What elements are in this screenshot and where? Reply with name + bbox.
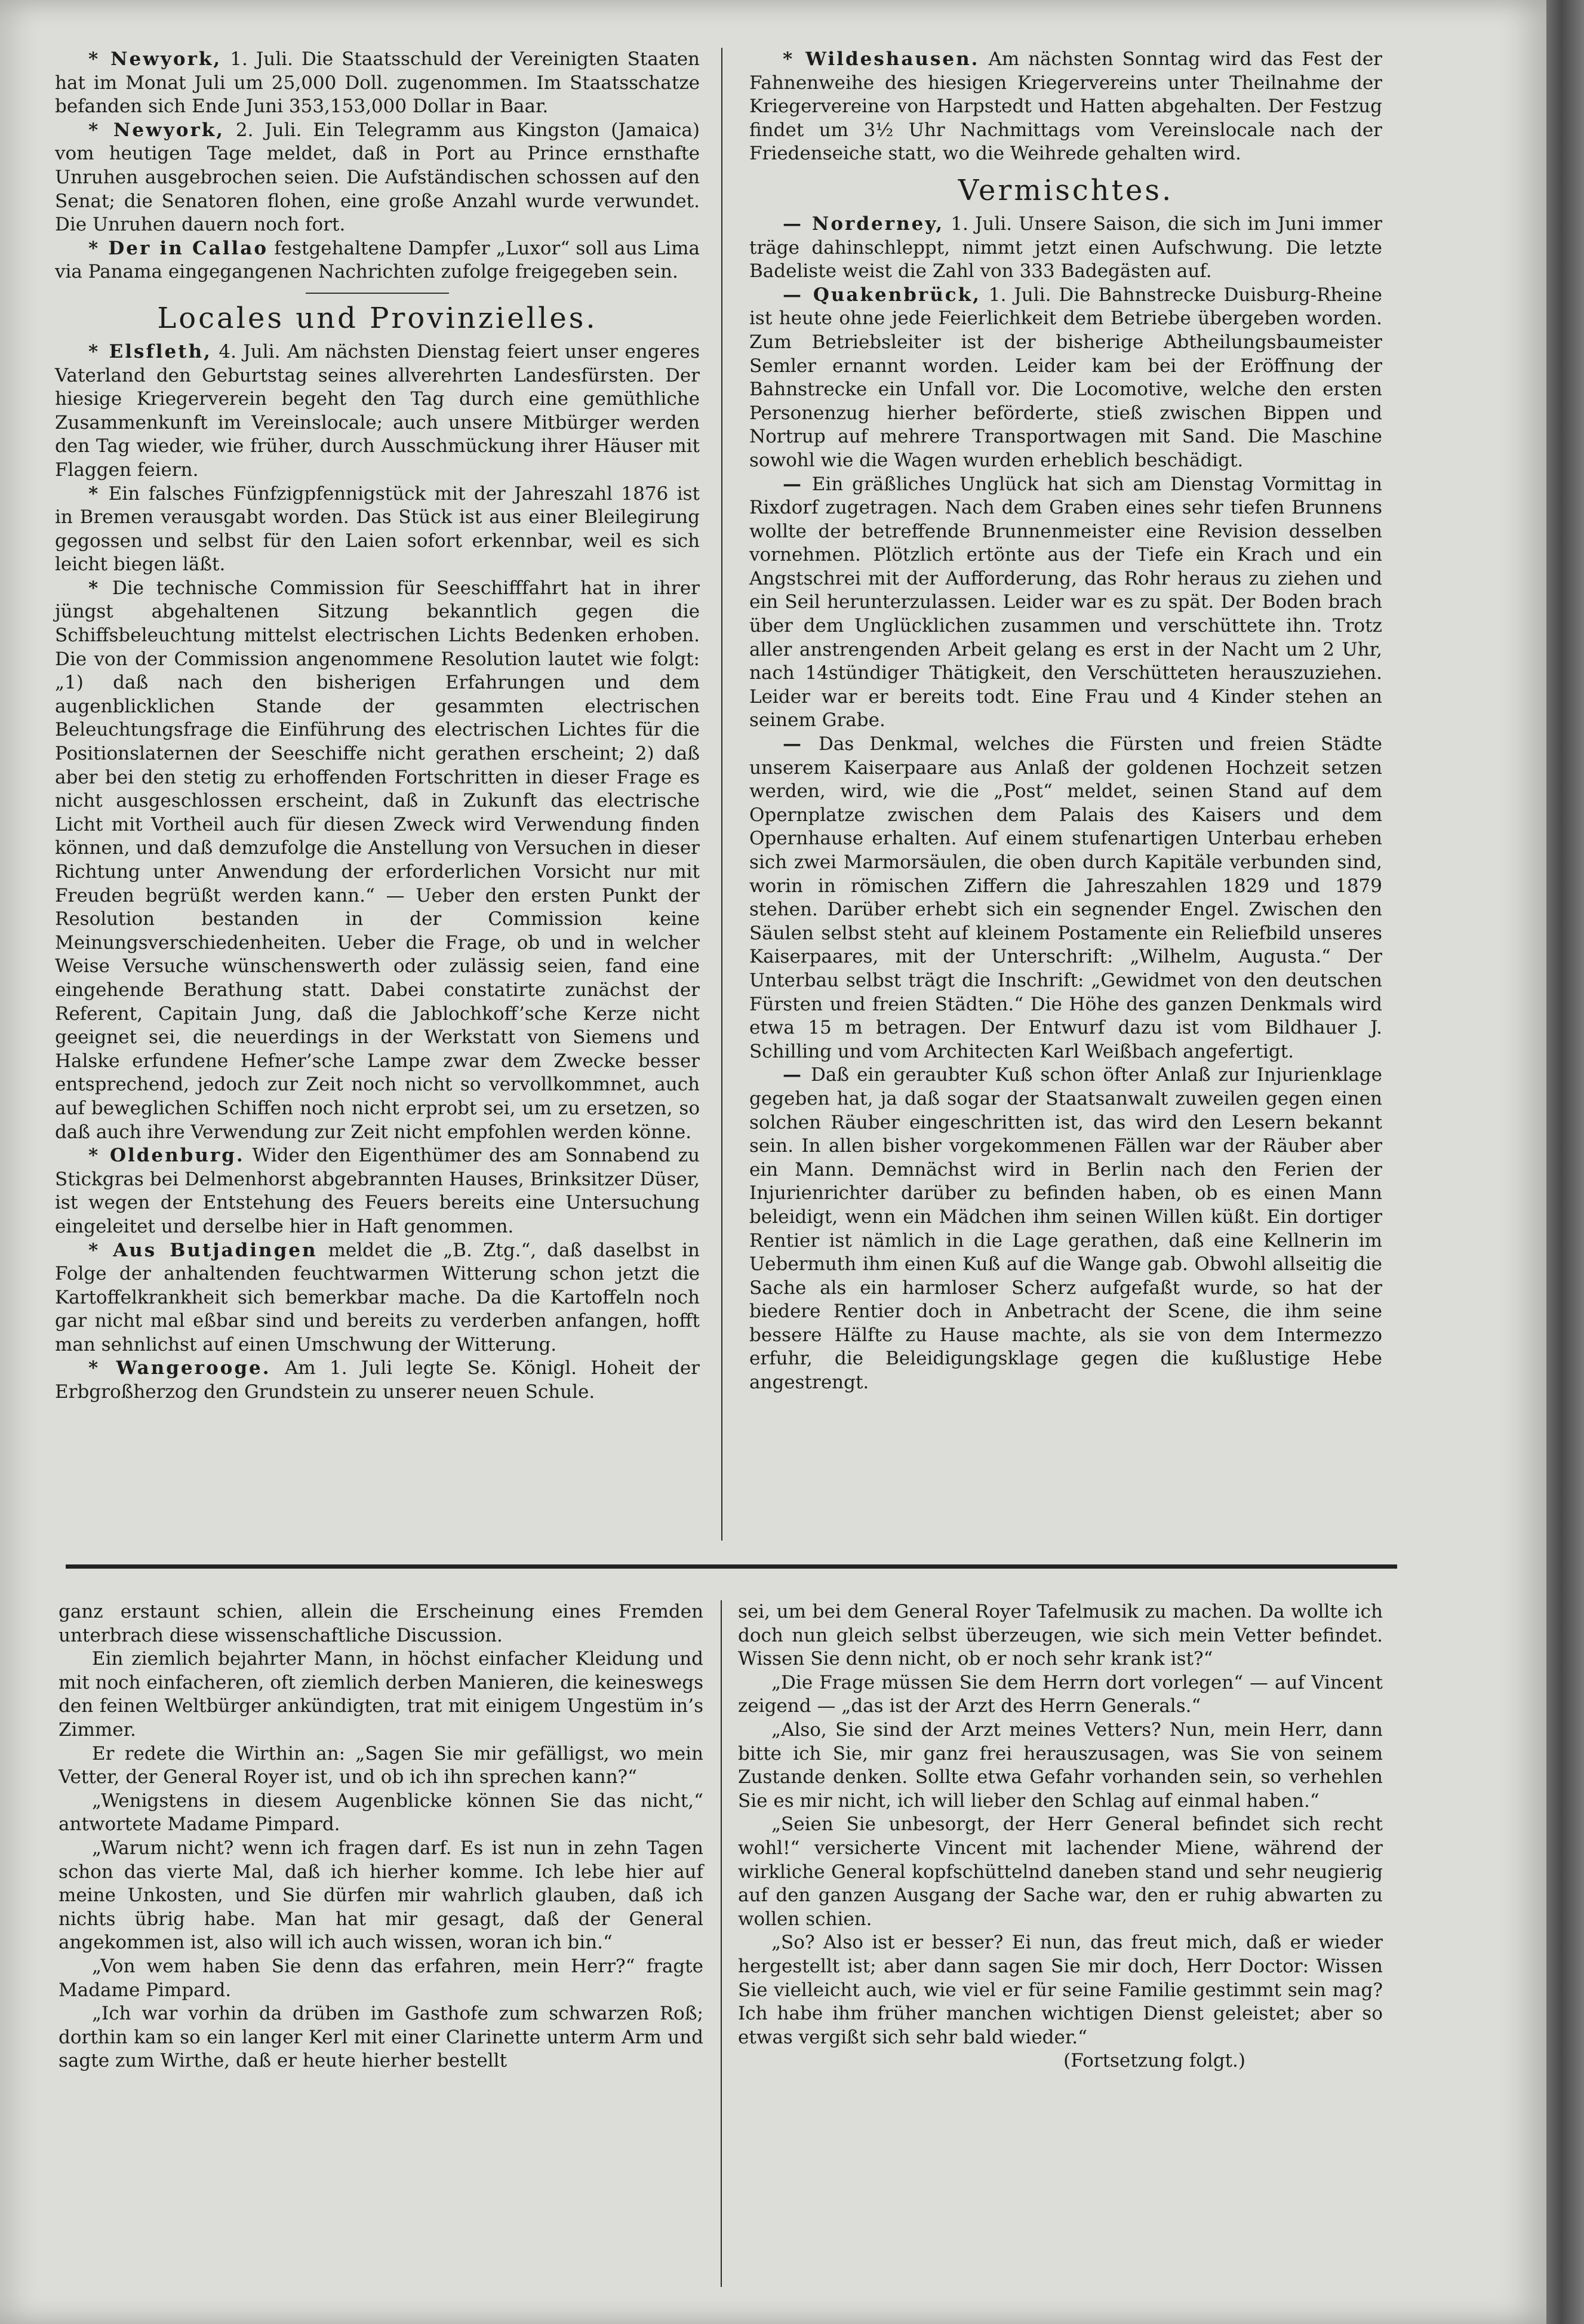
feuilleton-paragraph: „Ich war vorhin da drüben im Gasthofe zum schwarzen Roß; dorthin kam so ein langer Kerl mit einer Clarinette unterm Arm und sagte zum Wirthe, daß er heute hierher bestellt [59,2003,703,2072]
feuilleton-paragraph: „Seien Sie unbesorgt, der Herr General befindet sich recht wohl!“ versicherte Vincent mit lachender Miene, während der wirkliche General kopfschüttelnd daneben stand und sehr neugierig auf den ganzen Ausgang der Sache war, den er ruhig abwarten zu wollen schien. [738,1813,1383,1930]
article-dateline: * Wildeshausen. [783,48,980,70]
article-dateline: — Quakenbrück, [783,284,981,306]
article-paragraph [55,577,700,1144]
article-dateline: — [783,733,803,755]
article-body: meldet die „B. Ztg.“, daß daselbst in Folge der anhaltenden feuchtwarmen Witterung schon jetzt die Kartoffelkrankheit sich bemerkbar mache. Da die Kartoffeln noch gar nicht mal eßbar sind und bereits zu verderben anfangen, hofft man sehnlichst auf einen Umschwung der Witterung. [55,1239,700,1355]
article-dateline: — [783,1064,803,1086]
article-dateline: * Aus Butjadingen [88,1239,318,1261]
article-paragraph [749,1063,1382,1394]
page-edge [1546,0,1584,2324]
feuilleton-paragraph: „Wenigstens in diesem Augenblicke können Sie das nicht,“ antwortete Madame Pimpard. [59,1790,703,1836]
feuilleton-paragraph: „So? Also ist er besser? Ei nun, das freut mich, daß er wieder hergestellt ist; aber dann sagen Sie mir doch, Herr Doctor: Wissen Sie vielleicht auch, wie viel er für seine Familie gestimmt sein mag? Ich habe ihm früher manchen wichtigen Dienst geleistet; aber so etwas vergißt sich sehr bald wieder.“ [738,1932,1383,2048]
article-dateline: * Elsfleth, [88,340,212,362]
article-body: Ein falsches Fünfzigpfennigstück mit der Jahreszahl 1876 ist in Bremen verausgabt worden. Das Stück ist aus einer Bleilegirung gegossen und selbst für den Laien sofort erkennbar, weil es sich leicht biegen läßt. [55,482,700,576]
feuilleton-right [738,1600,1383,2073]
feuilleton-rule [66,1564,1397,1569]
feuilleton-left [59,1600,703,2073]
article-dateline: * Der in Callao [88,237,269,259]
column-divider [721,48,722,1541]
article-paragraph [55,119,700,237]
article-dateline: * [88,577,100,599]
article-dateline: — [783,473,803,495]
article-body: Wider den Eigenthümer des am Sonnabend zu Stickgras bei Delmenhorst abgebrannten Hauses, Brinksitzer Düser, ist wegen der Entstehung des Feuers bereits eine Untersuchung eingeleitet und derselbe hier in Haft genommen. [55,1145,700,1237]
article-paragraph [55,340,700,482]
article-paragraph [55,1239,700,1357]
article-body: 4. Juli. Am nächsten Dienstag feiert unser engeres Vaterland den Geburtstag seines allverehrten Landesfürsten. Der hiesige Kriegerverein begeht den Tag durch eine gemüthliche Zusammenkunft im Vereinslocale; auch unsere Mitbürger werden den Tag wieder, wie früher, durch Ausschmückung ihrer Häuser mit Flaggen feiern. [55,340,700,481]
article-dateline: * Wangerooge. [88,1357,271,1379]
article-paragraph [749,213,1382,284]
article-paragraph [749,48,1382,166]
feuilleton-paragraph: sei, um bei dem General Royer Tafelmusik zu machen. Da wollte ich doch nun gleich selbst überzeugen, wie sich mein Vetter befindet. Wissen Sie denn nicht, ob er noch sehr krank ist?“ [738,1601,1383,1670]
article-body: Ein gräßliches Unglück hat sich am Dienstag Vormittag in Rixdorf zugetragen. Nach dem Graben eines sehr tiefen Brunnens wollte der betreffende Brunnenmeister eine Revision desselben vornehmen. Plötzlich ertönte aus der Tiefe ein Krach und ein Angstschrei mit der Aufforderung, das Rohr heraus zu ziehen und ein Seil herunterzulassen. Leider war es zu spät. Der Boden brach über dem Unglücklichen zusammen und verschüttete ihn. Trotz aller anstrengenden Arbeit gelang es erst in der Nacht um 2 Uhr, nach 14stündiger Thätigkeit, den Verschütteten herauszuziehen. Leider war er bereits todt. Eine Frau und 4 Kinder stehen an seinem Grabe. [749,473,1382,731]
article-paragraph [749,284,1382,473]
feuilleton-paragraph: Ein ziemlich bejahrter Mann, in höchst einfacher Kleidung und mit noch einfacheren, oft ziemlich derben Manieren, die keineswegs den feinen Weltbürger ankündigten, trat mit einigem Ungestüm in’s Zimmer. [59,1648,703,1741]
article-dateline: * Newyork, [88,119,225,141]
feuilleton-paragraph: „Die Frage müssen Sie dem Herrn dort vorlegen“ — auf Vincent zeigend — „das ist der Arzt des Herrn Generals.“ [738,1671,1383,1717]
feuilleton-paragraph: Er redete die Wirthin an: „Sagen Sie mir gefälligst, wo mein Vetter, der General Royer ist, und ob ich ihn sprechen kann?“ [59,1742,703,1788]
article-paragraph [55,237,700,284]
section-title-locales: Locales und Provinzielles. [157,301,598,335]
foreign-news [55,48,700,284]
section-title-vermischtes: Vermischtes. [958,173,1174,207]
feuilleton-paragraph: „Von wem haben Sie denn das erfahren, mein Herr?“ fragte Madame Pimpard. [59,1955,703,2001]
feuilleton-paragraph: „Also, Sie sind der Arzt meines Vetters? Nun, mein Herr, dann bitte ich Sie, mir ganz frei herauszusagen, was Sie von seinem Zustande denken. Sollte etwa Gefahr vorhanden sein, so verhehlen Sie es mir nicht, ich will lieber den Schlag auf einmal haben.“ [738,1719,1383,1812]
article-paragraph [749,473,1382,733]
article-body: 1. Juli. Unsere Saison, die sich im Juni immer träge dahinschleppt, nimmt jetzt einen Aufschwung. Die letzte Badeliste weist die Zahl von 333 Badegästen auf. [749,213,1382,282]
miscellaneous-news [749,213,1382,1395]
article-body: Die technische Commission für Seeschifffahrt hat in ihrer jüngst abgehaltenen Sitzung bekanntlich gegen die Schiffsbeleuchtung mittelst electrischen Lichts Bedenken erhoben. Die von der Commission angenommene Resolution lautet wie folgt: „1) daß nach den bisherigen Erfahrungen und dem augenblicklichen Stande der gesammten electrischen Beleuchtungsfrage die Einführung des electrischen Lichtes für die Positionslaternen der Seeschiffe nicht gerathen erscheint; 2) daß aber bei den stetig zu erhoffenden Fortschritten in dieser Frage es nicht ausgeschlossen erscheint, daß in Zukunft das electrische Licht mit Vortheil auch für diesen Zweck wird Verwendung finden können, und daß demzufolge die Anstellung von Versuchen in dieser Richtung unter Anwendung der erforderlichen Vorsicht nur mit Freuden begrüßt werden kann.“ — Ueber den ersten Punkt der Resolution bestanden in der Commission keine Meinungsverschiedenheiten. Ueber die Frage, ob und in welcher Weise Versuche wünschenswerth oder zulässig seien, fand eine eingehende Berathung statt. Dabei constatirte zunächst der Referent, Capitain Jung, daß die Jablochkoff’sche Kerze nicht geeignet sei, die neuerdings in der Werkstatt von Siemens und Halske erfundene Hefner’sche Lampe zwar dem Zwecke besser entsprechend, jedoch zur Zeit noch nicht so vervollkommnet, auch auf beweglichen Schiffen noch nicht erprobt sei, um zu ersetzen, so daß auch ihre Verwendung zur Zeit nicht empfohlen werden könne. [55,577,700,1143]
article-paragraph [55,1144,700,1238]
column-top-right [749,48,1382,1395]
feuilleton-text-right [738,1600,1383,2049]
article-body: Am 1. Juli legte Se. Königl. Hoheit der Erbgroßherzog den Grundstein zu unserer neuen Schule. [55,1357,700,1403]
regional-news [749,48,1382,166]
local-news [55,340,700,1404]
article-body: Am nächsten Sonntag wird das Fest der Fahnenweihe des hiesigen Kriegervereins unter Theilnahme der Kriegervereine von Harpstedt und Hatten abgehalten. Der Festzug findet um 3½ Uhr Nachmittags vom Vereinslocale nach der Friedenseiche statt, wo die Weihrede gehalten wird. [749,48,1382,165]
article-body: 2. Juli. Ein Telegramm aus Kingston (Jamaica) vom heutigen Tage meldet, daß in Port au Prince ernsthafte Unruhen ausgebrochen seien. Die Aufständischen schossen auf den Senat; die Senatoren flohen, eine große Anzahl wurde verwundet. Die Unruhen dauern noch fort. [55,119,700,236]
article-paragraph [749,733,1382,1063]
feuilleton-divider [721,1600,722,2287]
article-dateline: * Newyork, [88,48,222,70]
article-paragraph [55,1357,700,1404]
article-dateline: * Oldenburg. [88,1145,245,1167]
article-dateline: — Norderney, [783,213,945,235]
article-body: 1. Juli. Die Staatsschuld der Vereinigten Staaten hat im Monat Juli um 25,000 Doll. zugenommen. Im Staatsschatze befanden sich Ende Juni 353,153,000 Dollar in Baar. [55,48,700,118]
feuilleton-text-left [59,1600,703,2073]
feuilleton-paragraph: ganz erstaunt schien, allein die Erscheinung eines Fremden unterbrach diese wissenschaftliche Discussion. [59,1601,703,1646]
article-body: Daß ein geraubter Kuß schon öfter Anlaß zur Injurienklage gegeben hat, ja daß sogar der Staatsanwalt zuweilen gegen einen solchen Räuber eingeschritten ist, das wird den Lesern bekannt sein. In allen bisher vorgekommenen Fällen war der Räuber aber ein Mann. Demnächst wird in Berlin nach den Ferien der Injurienrichter darüber zu befinden haben, ob es einen Mann beleidigt, wenn ein Mädchen ihm seinen Willen küßt. Ein dortiger Rentier ist nämlich in die Lage gerathen, daß eine Kellnerin im Uebermuth ihm einen Kuß auf die Wange gab. Obwohl allseitig die Sache als ein harmloser Scherz aufgefaßt wurde, so hat der biedere Rentier doch in Anbetracht der Scene, die ihm seine bessere Hälfte zu Hause machte, als sie von dem Intermezzo erfuhr, die Beleidigungsklage gegen die kußlustige Hebe angestrengt. [749,1064,1382,1394]
feuilleton-paragraph: „Warum nicht? wenn ich fragen darf. Es ist nun in zehn Tagen schon das vierte Mal, daß ich hierher komme. Ich lebe hier auf meine Unkosten, und Sie dürfen mir wahrlich glauben, daß ich nichts übrig habe. Man hat mir gesagt, daß der General angekommen ist, also will ich auch wissen, woran ich bin.“ [59,1837,703,1954]
article-body: festgehaltene Dampfer „Luxor“ soll aus Lima via Panama eingegangenen Nachrichten zufolge freigegeben sein. [55,237,700,283]
column-top-left [55,48,700,1404]
continuation-note: (Fortsetzung folgt.) [1063,2050,1245,2072]
section-divider [306,293,449,294]
article-body: Das Denkmal, welches die Fürsten und freien Städte unserem Kaiserpaare aus Anlaß der goldenen Hochzeit setzen werden, wird, wie die „Post“ meldet, seinen Stand auf dem Opernplatze zwischen dem Palais des Kaisers und dem Opernhause erhalten. Auf einem stufenartigen Unterbau erheben sich zwei Marmorsäulen, die oben durch Kapitäle verbunden sind, worin in römischen Ziffern die Jahreszahlen 1829 und 1879 stehen. Darüber erhebt sich ein segnender Engel. Zwischen den Säulen selbst steht auf kleinem Postamente ein Reliefbild unseres Kaiserpaares, mit der Unterschrift: „Wilhelm, Augusta.“ Der Unterbau selbst trägt die Inschrift: „Gewidmet von den deutschen Fürsten und freien Städten.“ Die Höhe des ganzen Denkmals wird etwa 15 m betragen. Der Entwurf dazu ist vom Bildhauer J. Schilling und vom Architecten Karl Weißbach angefertigt. [749,733,1382,1062]
article-body: 1. Juli. Die Bahnstrecke Duisburg-Rheine ist heute ohne jede Feierlichkeit dem Betriebe übergeben worden. Zum Betriebsleiter ist der bisherige Abtheilungsbaumeister Semler ernannt worden. Leider kam bei der Eröffnung der Bahnstrecke ein Unfall vor. Die Locomotive, welche den ersten Personenzug hierher beförderte, stieß zwischen Bippen und Nortrup auf mehrere Transportwagen mit Sand. Die Maschine sowohl wie die Wagen wurden erheblich beschädigt. [749,284,1382,471]
article-paragraph [55,48,700,119]
article-dateline: * [88,482,100,505]
article-paragraph [55,482,700,577]
